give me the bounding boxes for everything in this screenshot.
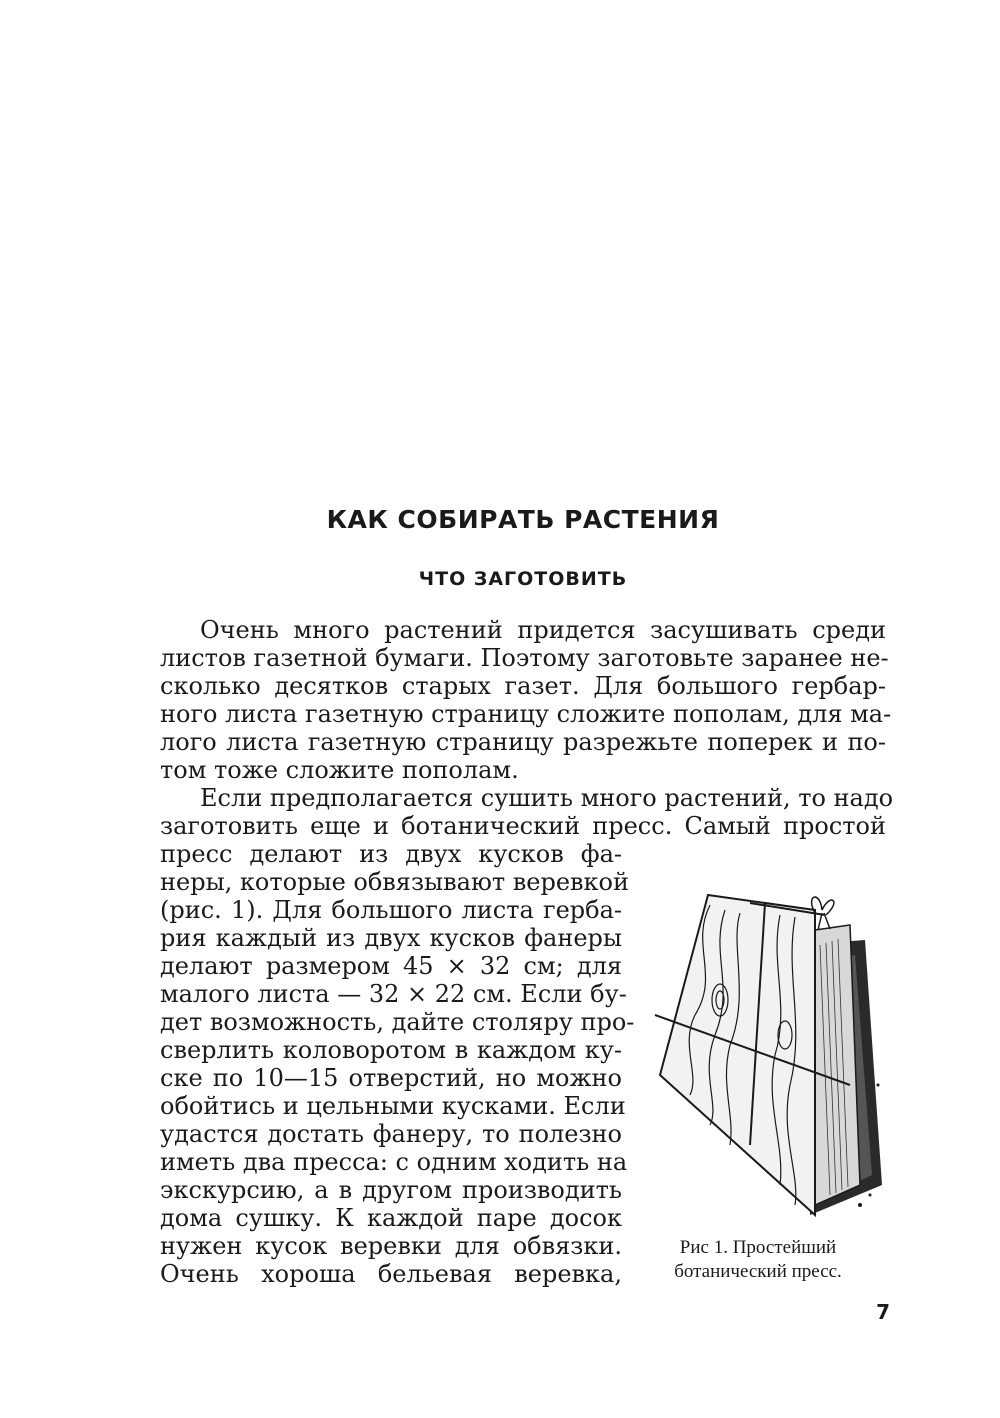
paragraph-line: том тоже сложите пополам. — [160, 756, 519, 784]
paragraph-line: (рис. 1). Для большого листа герба- — [160, 896, 622, 924]
paragraph-line: неры, которые обвязывают веревкой — [160, 868, 629, 896]
paragraph-line: иметь два пресса: с одним ходить на — [160, 1148, 628, 1176]
paragraph-line: ного листа газетную страницу сложите пополам, для ма- — [160, 700, 892, 728]
botanical-press-illustration — [650, 885, 886, 1230]
paragraph-line: экскурсию, а в другом производить — [160, 1176, 622, 1204]
paragraph-line: делают размером 45 × 32 см; для — [160, 952, 622, 980]
paragraph-line: сколько десятков старых газет. Для большого гербар- — [160, 672, 886, 700]
chapter-title: КАК СОБИРАТЬ РАСТЕНИЯ — [326, 505, 720, 534]
paragraph-line: лого листа газетную страницу разрежьте поперек и по- — [160, 728, 886, 756]
section-title: ЧТО ЗАГОТОВИТЬ — [418, 568, 628, 590]
paragraph-line: Очень много растений придется засушивать среди — [200, 616, 886, 644]
paragraph-line: удастся достать фанеру, то полезно — [160, 1120, 622, 1148]
paragraph-line: ске по 10—15 отверстий, но можно — [160, 1064, 622, 1092]
paragraph-line: рия каждый из двух кусков фанеры — [160, 924, 622, 952]
page-number: 7 — [876, 1300, 890, 1324]
paragraph-line: нужен кусок веревки для обвязки. — [160, 1232, 622, 1260]
figure-caption — [640, 1236, 876, 1284]
paragraph-line: дет возможность, дайте столяру про- — [160, 1008, 635, 1036]
paragraph-line: обойтись и цельными кусками. Если — [160, 1092, 626, 1120]
paragraph-line: листов газетной бумаги. Поэтому заготовьте заранее не- — [160, 644, 889, 672]
paragraph-line: дома сушку. К каждой паре досок — [160, 1204, 622, 1232]
paragraph-line: Если предполагается сушить много растений, то надо — [200, 784, 894, 812]
figure-caption-line: Рис 1. Простейший — [679, 1237, 837, 1258]
paragraph-line: пресс делают из двух кусков фа- — [160, 840, 622, 868]
paragraph-line: Очень хороша бельевая веревка, — [160, 1260, 622, 1288]
figure-caption-line: ботанический пресс. — [674, 1261, 842, 1282]
paragraph-line: заготовить еще и ботанический пресс. Самый простой — [160, 812, 886, 840]
paragraph-line: сверлить коловоротом в каждом ку- — [160, 1036, 622, 1064]
paragraph-line: малого листа — 32 × 22 см. Если бу- — [160, 980, 627, 1008]
